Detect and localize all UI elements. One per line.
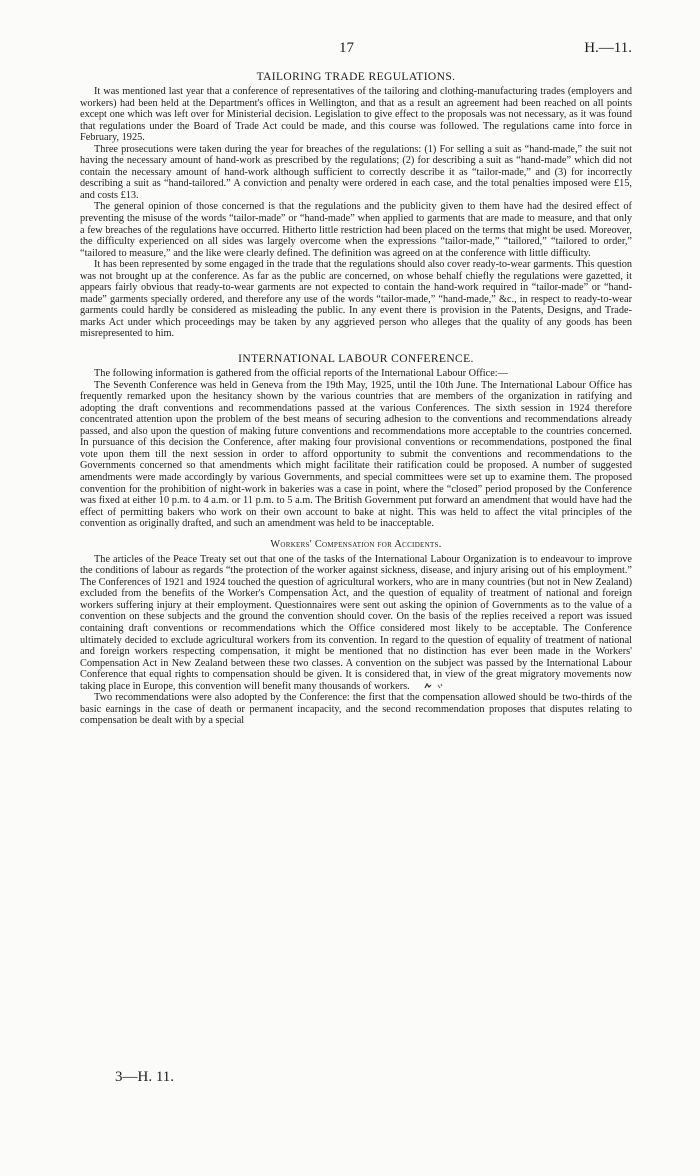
page-number: 17 — [339, 40, 354, 56]
page-signature: 3—H. 11. — [115, 1069, 175, 1085]
paragraph: It has been represented by some engaged in the trade that the regulations should also cover ready-to-wear garments. This question was not brought up at the conference. As far as the public are concerned, on whose behalf chiefly the regulations were gazetted, it appears fairly obvious that ready-to-wear garments are not expected to contain the hand-work required in “tailor-made” or “hand-made” garments specially ordered, and therefore any use of the words “tailor-made,” “hand-made,” &c., in respect to ready-to-wear garments could hardly be considered as misleading the public. In any event there is provision in the Patents, Designs, and Trade-marks Act under which proceedings may be taken by any aggrieved person who alleges that the quality of any goods has been misrepresented to him. — [80, 259, 632, 340]
section-title-tailoring: TAILORING TRADE REGULATIONS. — [256, 71, 456, 83]
document-reference: H.—11. — [584, 40, 632, 56]
paragraph — [80, 554, 632, 693]
paragraph: Two recommendations were also adopted by the Conference: the first that the compensation allowed should be two-thirds of the basic earnings in the case of death or permanent incapacity, and the second recommendation proposes that disputes relating to compensation be dealt with by a special — [80, 692, 632, 727]
paragraph: Three prosecutions were taken during the year for breaches of the regulations: (1) For selling a suit as “hand-made,” the suit not having the necessary amount of hand-work as prescribed by the regulations; (2) for describing a suit as “hand-made” which did not contain the necessary amount of hand-work although sufficient to correctly describe it as “tailor-made,” and (3) for incorrectly describing a suit as “hand-tailored.” A conviction and penalty were ordered in each case, and the total penalties imposed were £15, and costs £13. — [80, 143, 632, 201]
paragraph: The Seventh Conference was held in Geneva from the 19th May, 1925, until the 10th June. The International Labour Office has frequently remarked upon the hesitancy shown by the various countries that are members of the organization in ratifying and adopting the draft conventions and recommendations passed at the various Conferences. The sixth session in 1924 therefore concentrated attention upon the problem of the best means of securing adhesion to the conventions and recommendations already passed, and also upon the question of making future conventions and recommendations more acceptable to the countries concerned. In pursuance of this decision the Conference, after making four provisional conventions or recommendations, postponed the final vote upon them till the next session in order to afford opportunity to submit the conventions and recommendations to the Governments concerned so that amendments which might facilitate their ratification could be proposed. A number of suggested amendments were made accordingly by various Governments, and special committees were set up to examine them. The proposed convention for the prohibition of night-work in bakeries was a case in point, where the “closed” period proposed by the Conference was fixed at either 10 p.m. to 4 a.m. or 11 p.m. to 5 a.m. The British Government put forward an amendment that would have had the effect of permitting bakers who work on their own account to bake at night. This was held to affect the vital principles of the convention as originally drafted, and such an amendment was held to be inacceptable. — [80, 379, 632, 530]
page-header — [0, 40, 700, 62]
section-title-labour-conference: INTERNATIONAL LABOUR CONFERENCE. — [238, 353, 474, 366]
paragraph: The general opinion of those concerned is that the regulations and the publicity given to them have had the desired effect of preventing the misuse of the words “tailor-made” or “hand-made” when applied to garments that are made to measure, and that only a few breaches of the regulations have occurred. Hitherto little restriction had been placed on the terms that might be used. Moreover, the difficulty experienced on all sides was largely overcome when the expressions “tailor-made,” “tailored,” “tailored to order,” “tailored to measure,” and the like were clearly defined. The definition was agreed on at the conference with little difficulty. — [80, 201, 632, 259]
subsection-title-workers-compensation: Workers' Compensation for Accidents. — [270, 538, 442, 550]
body-text — [80, 70, 632, 727]
paragraph: It was mentioned last year that a conference of representatives of the tailoring and clothing-manufacturing trades (employers and workers) had been held at the Department's offices in Wellington, and that as a result an agreement had been reached on all points except one which was left over for Ministerial decision. Legislation to give effect to the proposals was not necessary, as it was found that regulations under the Board of Trade Act could be made, and this course was followed. The regulations came into force in February, 1925. — [80, 86, 632, 144]
paragraph: The following information is gathered from the official reports of the International Labour Office:— — [94, 368, 508, 380]
paragraph-text: The articles of the Peace Treaty set out that one of the tasks of the International Labour Organization is to endeavour to improve the conditions of labour as regards “the protection of the worker against sickness, disease, and injury arising out of his employment.” The Conferences of 1921 and 1924 touched the question of agricultural workers, who are in many countries (but not in New Zealand) excluded from the benefits of the Worker's Compensation Act, and the question of equality of treatment of national and foreign workers suffering injury at their employment. Questionnaires were sent out asking the opinion of Governments as to the value of a convention on these subjects and the ground the convention should cover. On the basis of the replies received a report was issued containing draft conventions or recommendations which the Office considered most likely to be acceptable. The Conference ultimately decided to exclude agricultural workers from its convention. In regard to the question of equality of treatment of national and foreign workers respecting compensation, it might be mentioned that no distinction has ever been made in the Workers' Compensation Act in New Zealand between these two classes. A convention on the subject was passed by the International Labour Conference that equal rights to compensation should be given. It is considered that, in view of the great migratory movements now taking place in Europe, this convention will benefit many thousands of workers. — [80, 553, 632, 692]
ink-marks-icon — [424, 683, 446, 690]
